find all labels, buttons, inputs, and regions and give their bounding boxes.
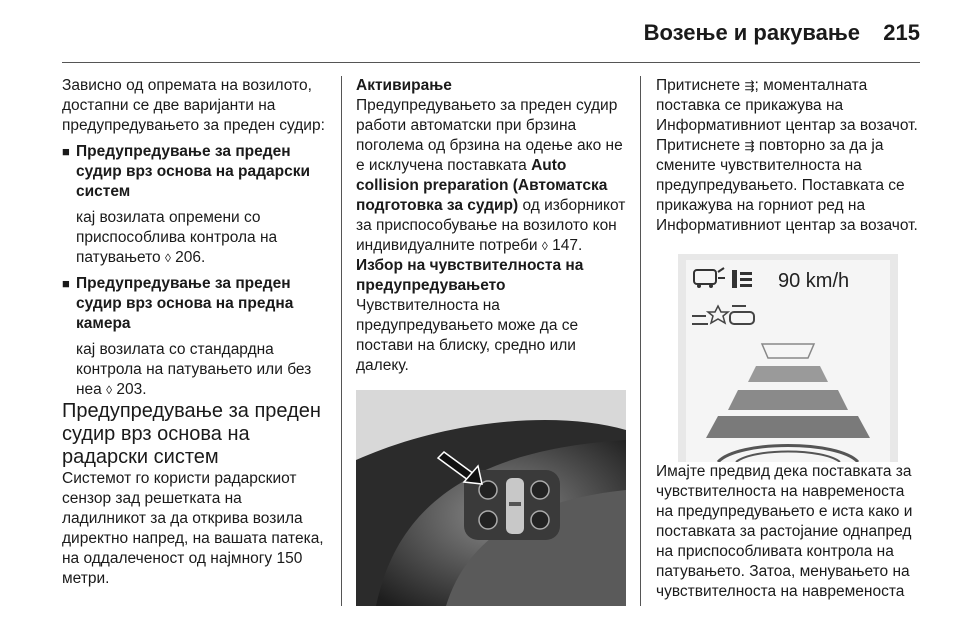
bullet-desc [76,208,328,268]
page-ref-link[interactable]: 206. [170,249,206,266]
section-paragraph: Системот го користи радарскиот сензор зад решетката на ладилникот за да открива возила директно напред, на вашата патека, на оддалеченост од најмногу 150 метри. [62,470,324,587]
page-ref-icon: ◊ [541,239,548,253]
display-speed: 90 km/h [778,270,850,292]
bullet-desc-text: кај возилата опремени со приспособлива контрола на патувањето [76,209,278,266]
intro-paragraph: Зависно од опремата на возилото, достапни се две варијанти на предупредувањето за преден судир: [62,77,325,134]
page-ref-link[interactable]: 203. [112,381,147,398]
driver-info-center-display [678,254,898,462]
bullet-marker: ■ [62,276,70,291]
column-divider-1 [341,76,342,606]
bullet-desc-text: кај возилата со стандардна контрола на патувањето или без неа [76,341,312,398]
column-divider-2 [640,76,641,606]
column-2 [356,76,626,606]
instruction-text-2: ; моменталната поставка се прикажува на Информативниот центар за возачот. Притиснете [656,77,918,154]
following-distance-icon: ⇶ [744,79,755,93]
activation-heading: Активирање [356,77,452,94]
page-ref-icon: ◊ [164,251,171,265]
column-3 [656,76,922,602]
activation-text-2: од изборникот за приспособување на возилото кон индивидуалните потреби [356,197,626,254]
instruction-paragraph [656,76,922,236]
sensitivity-paragraph: Чувствителноста на предупредувањето може да се постави на блиску, средно или далеку. [356,297,579,374]
steering-wheel-controls-image [356,390,626,606]
section-heading: Предупредување за преден судир врз основа на радарски систем [62,400,321,468]
bullet-title: Предупредување за преден судир врз основа на предна камера [76,275,294,332]
page-ref-icon: ◊ [106,383,113,397]
instruction-text-3: повторно за да ја смените чувствителноста на предупредувањето. Поставката се прикажува на горниот ред на Информативниот центар за возачот. [656,137,918,234]
setting-name: Auto collision preparation (Автоматска подготовка за судир) [356,157,608,214]
page-ref-link[interactable]: 147. [547,237,583,254]
following-distance-icon: ⇶ [744,139,755,153]
page-number: 215 [883,20,920,45]
bullet-desc [76,340,328,400]
bullet-item-radar [62,142,328,268]
bullet-title: Предупредување за преден судир врз основа на радарски систем [76,143,310,200]
distance-bars-icon [732,270,752,288]
instruction-text-1: Притиснете [656,77,745,94]
column-1 [62,76,328,589]
activation-text: Предупредувањето за преден судир работи автоматски при брзина поголема од брзина на одење ако не е исклучена поставката [356,97,623,174]
sensitivity-heading: Избор на чувствителноста на предупредувањето [356,257,584,294]
header-rule [62,62,920,63]
running-header-title: Возење и ракување [643,20,860,45]
bullet-item-camera [62,274,328,400]
activation-paragraph [356,96,626,256]
bullet-marker: ■ [62,144,70,159]
note-paragraph: Имајте предвид дека поставката за чувствителноста на навременоста на предупредувањето е иста како и поставката за растојание однапред на приспособливата контрола на патувањето. Затоа, менувањето на чувствителноста на навременоста [656,463,913,600]
